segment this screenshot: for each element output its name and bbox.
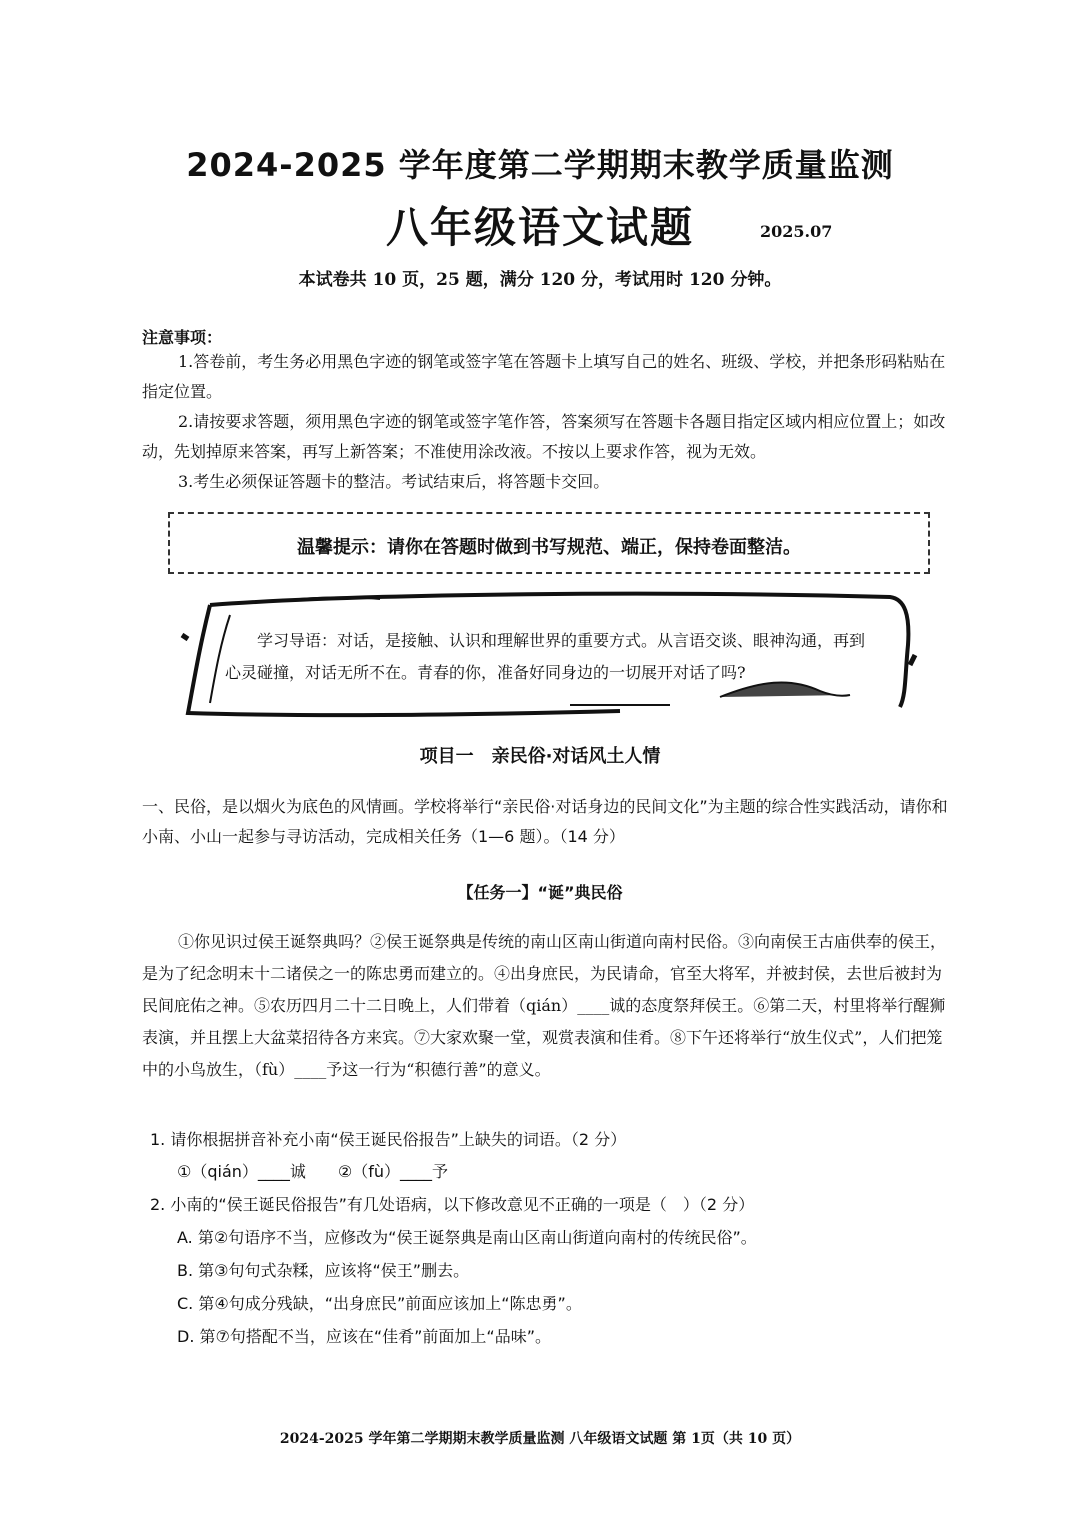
note-item-2: 2.请按要求答题，须用黑色字迹的钢笔或签字笔作答，答案须写在答题卡各题目指定区域内相应位置上；如改动，先划掉原来答案，再写上新答案；不准使用涂改液。不按以上要求作答，视为无效。 <box>142 412 946 461</box>
question-2: 2. 小南的“侯王诞民俗报告”有几处语病，以下修改意见不正确的一项是（ ）（2 分） <box>150 1195 755 1214</box>
question-1: 1. 请你根据拼音补充小南“侯王诞民俗报告”上缺失的词语。（2 分） <box>150 1130 627 1149</box>
exam-info: 本试卷共 10 页，25 题，满分 120 分，考试用时 120 分钟。 <box>298 270 782 290</box>
question-2-option-d: D. 第⑦句搭配不当，应该在“佳肴”前面加上“品味”。 <box>177 1327 551 1346</box>
section-title: 项目一 亲民俗·对话风土人情 <box>419 746 661 767</box>
question-2-option-b: B. 第③句句式杂糅，应该将“侯王”删去。 <box>177 1261 470 1280</box>
exam-date: 2025.07 <box>760 222 833 241</box>
tip-text: 温馨提示：请你在答题时做到书写规范、端正，保持卷面整洁。 <box>297 537 801 558</box>
learning-guide-text: 学习导语：对话，是接触、认识和理解世界的重要方式。从言语交谈、眼神沟通，再到心灵碰撞，对话无所不在。青春的你，准备好同身边的一切展开对话了吗? <box>225 631 866 682</box>
question-2-option-c: C. 第④句成分残缺，“出身庶民”前面应该加上“陈忠勇”。 <box>177 1294 582 1313</box>
passage-text: ①你见识过侯王诞祭典吗？②侯王诞祭典是传统的南山区南山街道向南村民俗。③向南侯王古庙供奉的侯王，是为了纪念明末十二诸侯之一的陈忠勇而建立的。④出身庶民，为民请命，官至大将军，并被封侯，去世后被封为民间庇佑之神。⑤农历四月二十二日晚上，人们带着（qián）____诚的态度祭拜侯王。⑥第二天，村里将举行醒狮表演，并且摆上大盆菜招待各方来宾。⑦大家欢聚一堂，观赏表演和佳肴。⑧下午还将举行“放生仪式”，人们把笼中的小鸟放生，（fù）____予这一行为“积德行善”的意义。 <box>142 932 947 1079</box>
question-1-blanks: ①（qián）____诚 ②（fù）____予 <box>177 1162 449 1181</box>
notes-title: 注意事项： <box>142 328 223 347</box>
note-item-3: 3.考生必须保证答题卡的整洁。考试结束后，将答题卡交回。 <box>178 472 610 491</box>
page-footer: 2024-2025 学年第二学期期末教学质量监测 八年级语文试题 第 1页（共 10 页） <box>279 1431 801 1447</box>
task-title: 【任务一】“诞”典民俗 <box>457 883 623 902</box>
exam-title-line1: 2024-2025 学年度第二学期期末教学质量监测 <box>186 146 894 184</box>
note-item-1: 1.答卷前，考生务必用黑色字迹的钢笔或签字笔在答题卡上填写自己的姓名、班级、学校，并把条形码粘贴在指定位置。 <box>142 352 946 401</box>
section-intro: 一、民俗，是以烟火为底色的风情画。学校将举行“亲民俗·对话身边的民间文化”为主题的综合性实践活动，请你和小南、小山一起参与寻访活动，完成相关任务（1—6 题）。（14 分） <box>142 797 948 846</box>
question-2-option-a: A. 第②句语序不当，应修改为“侯王诞祭典是南山区南山街道向南村的传统民俗”。 <box>177 1228 757 1247</box>
exam-title-line2: 八年级语文试题 <box>385 203 694 252</box>
